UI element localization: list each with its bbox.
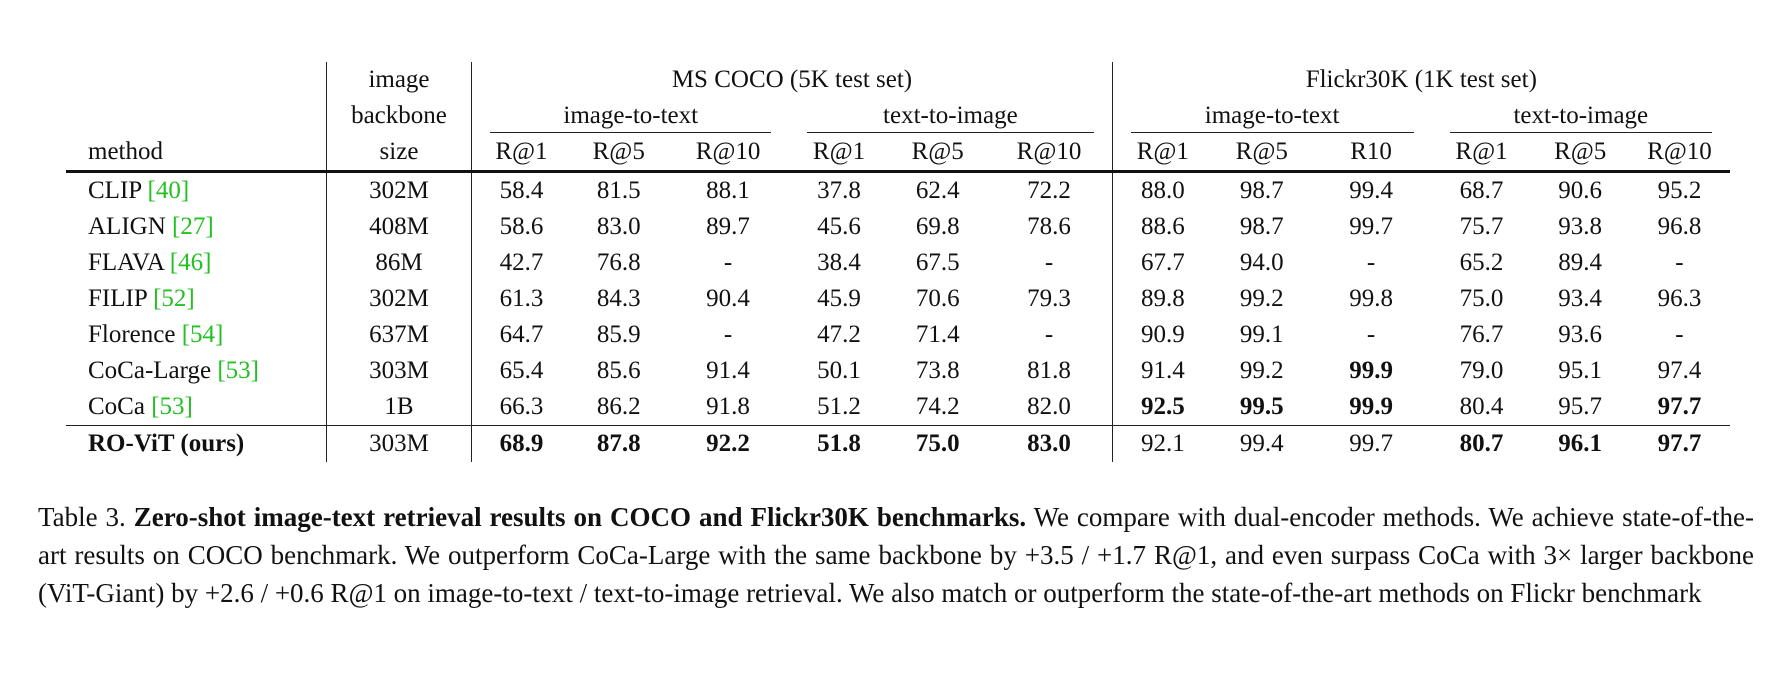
table-row [66,426,1730,463]
header-metric: R@5 [889,134,987,172]
backbone-size-cell: 637M [326,317,472,353]
header-backbone-line2: backbone [326,98,472,134]
method-name: FILIP [88,285,147,312]
header-coco-t2i: text-to-image [807,100,1093,133]
metric-value-cell: 97.4 [1657,357,1702,384]
metric-value-cell: - [986,245,1112,281]
metric-value-cell: 82.0 [986,389,1112,426]
metric-value-cell: - [986,317,1112,353]
method-cell [66,281,326,317]
metric-value-cell: 96.8 [1657,213,1702,240]
backbone-size-cell: 302M [326,281,472,317]
metric-value-cell: 99.2 [1239,357,1284,384]
header-flickr-i2t: image-to-text [1131,100,1414,133]
metric-value-cell: 75.0 [1459,285,1504,312]
metric-value-cell: 68.9 [472,426,571,463]
metric-value-cell: - [1366,321,1376,348]
method-name: Florence [88,321,176,348]
header-metric: R@1 [789,134,889,172]
caption-title: Zero-shot image-text retrieval results on COCO and Flickr30K benchmarks. [133,502,1027,532]
metric-value-cell: 89.7 [706,213,750,240]
method-cell [66,353,326,389]
metric-value-cell: 98.7 [1239,213,1284,240]
metric-value-cell: 99.9 [1349,357,1393,384]
metric-value-cell: 88.0 [1140,177,1185,204]
metric-value-cell: 79.3 [986,281,1112,317]
header-coco-group: MS COCO (5K test set) [472,62,1112,98]
metric-value-cell: - [723,249,733,276]
metric-value-cell: 86.2 [596,393,641,420]
metric-value-cell: 80.7 [1432,426,1532,463]
header-metric: R@5 [571,134,667,172]
table-row [66,281,1730,317]
metric-value-cell: 45.9 [817,285,861,312]
metric-value-cell: 83.0 [986,426,1112,463]
metric-value-cell: 99.4 [1349,177,1393,204]
citation-link[interactable]: [46] [169,249,212,276]
header-metric: R@1 [1432,134,1532,172]
metric-value-cell: 99.1 [1239,321,1284,348]
metric-value-cell: 90.4 [706,285,750,312]
results-table [66,62,1730,462]
metric-value-cell: 58.4 [499,177,544,204]
citation-link[interactable]: [52] [153,285,195,312]
results-table-container [66,62,1730,462]
method-cell [66,426,326,463]
caption-label: Table 3. [38,502,126,532]
metric-value-cell: 99.8 [1349,285,1393,312]
backbone-size-cell: 303M [326,426,472,463]
citation-link[interactable]: [27] [172,213,214,240]
metric-value-cell: 91.4 [1140,357,1185,384]
header-method: method [66,134,326,172]
metric-value-cell: 69.8 [915,213,960,240]
metric-value-cell: 92.2 [667,426,789,463]
metric-value-cell: 38.4 [817,249,861,276]
table-row [66,172,1730,210]
metric-value-cell: 92.5 [1140,393,1185,420]
citation-link[interactable]: [53] [217,357,260,384]
metric-value-cell: 76.7 [1459,321,1504,348]
metric-value-cell: 72.2 [986,172,1112,210]
header-metric: R10 [1311,134,1432,172]
metric-value-cell: 98.7 [1239,177,1284,204]
table-row [66,353,1730,389]
header-metric: R@10 [986,134,1112,172]
metric-value-cell: 85.9 [596,321,641,348]
method-cell [66,172,326,210]
metric-value-cell: 96.3 [1657,285,1702,312]
metric-value-cell: 84.3 [596,285,641,312]
metric-value-cell: 99.7 [1311,426,1432,463]
metric-value-cell: 58.6 [499,213,544,240]
metric-value-cell: 68.7 [1459,177,1504,204]
header-flickr-group: Flickr30K (1K test set) [1305,66,1537,93]
metric-value-cell: 85.6 [596,357,641,384]
header-metric: R@5 [1213,134,1311,172]
header-coco-i2t: image-to-text [490,100,771,133]
method-cell [66,389,326,426]
metric-value-cell: 91.4 [706,357,750,384]
backbone-size-cell: 1B [326,389,472,426]
metric-value-cell: 94.0 [1239,249,1284,276]
method-cell [66,317,326,353]
header-backbone-line3: size [326,134,472,172]
metric-value-cell: 78.6 [986,209,1112,245]
metric-value-cell: 81.8 [986,353,1112,389]
method-name: CoCa-Large [88,357,212,384]
metric-value-cell: 88.6 [1140,213,1185,240]
metric-value-cell: - [1675,249,1684,276]
metric-value-cell: 74.2 [915,393,960,420]
backbone-size-cell: 303M [326,353,472,389]
metric-value-cell: 95.7 [1558,393,1603,420]
table-row [66,389,1730,426]
metric-value-cell: 93.6 [1558,321,1603,348]
metric-value-cell: 97.7 [1629,426,1730,463]
method-name: FLAVA [88,249,164,276]
backbone-size-cell: 302M [326,172,472,210]
backbone-size-cell: 408M [326,209,472,245]
metric-value-cell: 97.7 [1657,393,1702,420]
metric-value-cell: 90.9 [1140,321,1185,348]
method-cell [66,245,326,281]
metric-value-cell: 76.8 [596,249,641,276]
metric-value-cell: 51.8 [789,426,889,463]
metric-value-cell: 65.2 [1459,249,1504,276]
table-row [66,209,1730,245]
citation-link[interactable]: [40] [147,177,190,204]
metric-value-cell: 37.8 [817,177,861,204]
metric-value-cell: 75.7 [1459,213,1504,240]
header-metric: R@10 [1629,134,1730,172]
metric-value-cell: 87.8 [571,426,667,463]
metric-value-cell: 66.3 [499,393,544,420]
metric-value-cell: 88.1 [706,177,750,204]
metric-value-cell: 99.2 [1239,285,1284,312]
header-flickr-t2i: text-to-image [1450,100,1712,133]
metric-value-cell: 61.3 [499,285,544,312]
metric-value-cell: 47.2 [817,321,861,348]
backbone-size-cell: 86M [326,245,472,281]
metric-value-cell: 95.2 [1657,177,1702,204]
metric-value-cell: 64.7 [499,321,544,348]
method-name: CLIP [88,177,142,204]
metric-value-cell: 79.0 [1459,357,1504,384]
metric-value-cell: 92.1 [1112,426,1213,463]
table-caption [38,498,1754,612]
metric-value-cell: 93.4 [1558,285,1603,312]
metric-value-cell: 62.4 [915,177,960,204]
metric-value-cell: 65.4 [499,357,544,384]
metric-value-cell: 42.7 [499,249,544,276]
header-spacer [66,62,326,98]
metric-value-cell: 99.9 [1349,393,1393,420]
metric-value-cell: 80.4 [1459,393,1504,420]
metric-value-cell: 89.4 [1558,249,1603,276]
header-metric: R@5 [1531,134,1629,172]
metric-value-cell: 96.1 [1531,426,1629,463]
table-row [66,317,1730,353]
caption-body: We compare with dual-encoder methods. We achieve state-of-the-art results on COCO benchmark. We outperform CoCa-Large with the same backbone by +3.5 / +1.7 R@1, and even surpass CoCa with 3× larger backbone (ViT-Giant) by +2.6 / +0.6 R@1 on image-to-text / text-to-image retrieval. We also match or outperform the state-of-the-art methods on Flickr benchmark [38,502,1754,608]
metric-value-cell: 73.8 [915,357,960,384]
metric-value-cell: 90.6 [1558,177,1603,204]
table-row [66,245,1730,281]
header-metric: R@1 [472,134,571,172]
metric-value-cell: 51.2 [817,393,861,420]
metric-value-cell: 50.1 [817,357,861,384]
metric-value-cell: 71.4 [915,321,960,348]
method-cell [66,209,326,245]
results-table-body [66,172,1730,463]
method-name: RO-ViT (ours) [88,430,245,457]
metric-value-cell: 93.8 [1558,213,1603,240]
header-backbone-line1: image [326,62,472,98]
metric-value-cell: 99.4 [1213,426,1311,463]
metric-value-cell: - [1366,249,1376,276]
method-name: CoCa [88,393,145,420]
metric-value-cell: 89.8 [1140,285,1185,312]
metric-value-cell: 83.0 [596,213,641,240]
citation-link[interactable]: [53] [151,393,193,420]
method-name: ALIGN [88,213,166,240]
metric-value-cell: 67.7 [1140,249,1185,276]
metric-value-cell: 45.6 [817,213,861,240]
metric-value-cell: 67.5 [915,249,960,276]
metric-value-cell: - [723,321,733,348]
metric-value-cell: 99.7 [1349,213,1393,240]
metric-value-cell: 91.8 [706,393,750,420]
citation-link[interactable]: [54] [181,321,224,348]
header-spacer [66,98,326,134]
header-metric: R@1 [1112,134,1213,172]
metric-value-cell: 75.0 [889,426,987,463]
metric-value-cell: 95.1 [1558,357,1603,384]
header-metric: R@10 [667,134,789,172]
metric-value-cell: 81.5 [596,177,641,204]
metric-value-cell: - [1675,321,1684,348]
metric-value-cell: 70.6 [915,285,960,312]
metric-value-cell: 99.5 [1239,393,1284,420]
